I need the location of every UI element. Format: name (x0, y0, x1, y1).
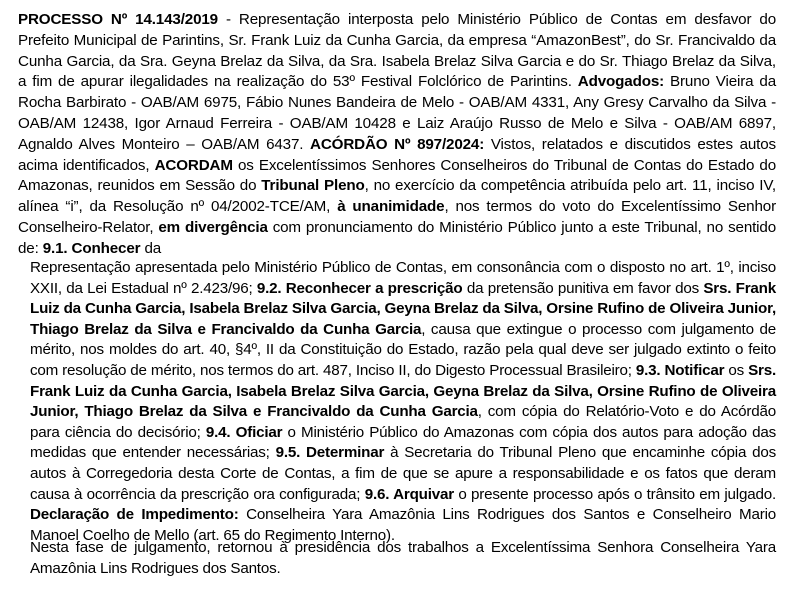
acordao-number: ACÓRDÃO Nº 897/2024: (310, 135, 485, 153)
paragraph-presidency-note: Nesta fase de julgamento, retornou à presidência dos trabalhos a Excelentíssima Senhora Conselheira Yara Amazônia Lins Rodrigues dos Santos. (30, 539, 776, 577)
lawyers-label: Advogados: (577, 73, 665, 91)
paragraph-process-header: PROCESSO Nº 14.143/2019 - Representação interposta pelo Ministério Público de Contas em desfavor do Prefeito Municipal de Parintins, Sr. Frank Luiz da Cunha Garcia, da empresa “AmazonBest”, do Sr. Francivaldo da Cunha Garcia, da Sra. Geyna Brelaz da Silva, da Sra. Isabela Brelaz Silva Garcia e do Sr. Thiago Brelaz da Silva, a fim de apurar ilegalidades na realização do 53º Festival Folclórico de Parintins. Advogados: Bruno Vieira da Rocha Barbirato - OAB/AM 6975, Fábio Nunes Bandeira de Melo - OAB/AM 4331, Any Gresy Carvalho da Silva - OAB/AM 12438, Igor Arnaud Ferreira - OAB/AM 10428 e Laiz Araújo Russo de Melo e Silva - OAB/AM 6897, Agnaldo Alves Monteiro – OAB/AM 6437. ACÓRDÃO Nº 897/2024: Vistos, relatados e discutidos estes autos acima identificados, ACORDAM os Excelentíssimos Senhores Conselheiros do Tribunal de Contas do Estado do Amazonas, reunidos em Sessão do Tribunal Pleno, no exercício da competência atribuída pelo art. 11, inciso IV, alínea “i”, da Resolução nº 04/2002-TCE/AM, à unanimidade, nos termos do voto do Excelentíssimo Senhor Conselheiro-Relator, em divergência com pronunciamento do Ministério Público junto a este Tribunal, no sentido de: 9.1. Conhecer da (18, 11, 777, 257)
impediment-label: Declaração de Impedimento: (30, 506, 239, 524)
paragraph-decision: Representação apresentada pelo Ministério Público de Contas, em consonância com o disposto no art. 1º, inciso XXII, da Lei Estadual nº 2.423/96; 9.2. Reconhecer a prescrição da pretensão punitiva em favor dos Srs. Frank Luiz da Cunha Garcia, Isabela Brelaz Silva Garcia, Geyna Brelaz da Silva, Orsine Rufino de Oliveira Junior, Thiago Brelaz da Silva e Francivaldo da Cunha Garcia, causa que extingue o processo com julgamento de mérito, nos moldes do art. 40, §4º, II da Constituição do Estado, razão pela qual deve ser julgado extinto o feito com resolução de mérito, nos termos do art. 487, Inciso II, do Digesto Processual Brasileiro; 9.3. Notificar os Srs. Frank Luiz da Cunha Garcia, Isabela Brelaz Silva Garcia, Geyna Brelaz da Silva, Orsine Rufino de Oliveira Junior, Thiago Brelaz da Silva e Francivaldo da Cunha Garcia, com cópia do Relatório-Voto e do Acórdão para ciência do decisório; 9.4. Oficiar o Ministério Público do Amazonas com cópia dos autos para adoção das medidas que entender necessárias; 9.5. Determinar à Secretaria do Tribunal Pleno que encaminhe cópia dos autos à Corregedoria desta Corte de Contas, a fim de que se apure a responsabilidade e os fatos que deram causa à ocorrência da prescrição ora configurada; 9.6. Arquivar o presente processo após o trânsito em julgado. Declaração de Impedimento: Conselheira Yara Amazônia Lins Rodrigues dos Santos e Conselheiro Mario Manoel Coelho de Mello (art. 65 do Regimento Interno). (30, 259, 777, 544)
process-number: PROCESSO Nº 14.143/2019 (18, 11, 218, 28)
